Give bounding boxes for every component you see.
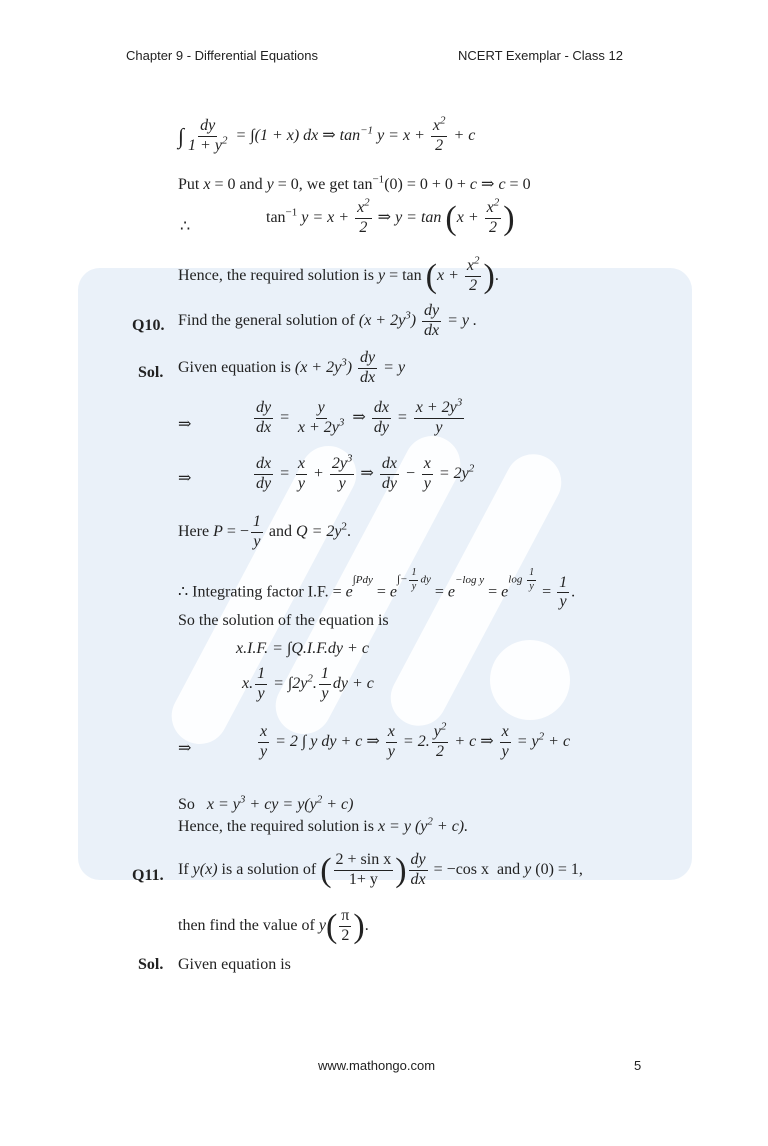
equation-tan-result: $\tan^{-1} y = x$ + $\frac{x^2}{2}$ ⇒ y = tan (x + $\frac{x^2}{2}$ ) bbox=[266, 196, 515, 237]
q11-question-continued: then find the value of y( $\frac{\pi}{2}$ ). bbox=[178, 907, 369, 945]
step-5-text: So the solution of the equation is bbox=[178, 612, 389, 629]
watermark-dot bbox=[490, 640, 570, 720]
step-2-equation: $\frac{dx}{dy}$ = $\frac{x}{y}$ + $\frac{2y^3}{y}$ ⇒ $\frac{dx}{dy}$ − $\frac{x}{y}$ = $2y^2$ bbox=[256, 452, 475, 492]
sol10-given: Given equation is $(x + 2y^3)$ $\frac{dy}{dx}$ = y bbox=[178, 349, 406, 386]
step-8-equation: $\frac{x}{y}$ = 2 ∫ y dy + c ⇒ $\frac{x}{y}$ = 2. $\frac{y^2}{2}$ + c ⇒ $\frac{x}{y}$ = $y^2 + c$ bbox=[260, 720, 571, 760]
q10-label: Q10. bbox=[132, 317, 165, 334]
sol11-label: Sol. bbox=[138, 956, 164, 973]
q10-final-solution: Hence, the required solution is x = y $(y^2 + c)$. bbox=[178, 815, 469, 835]
step-1-equation: $\frac{dy}{dx}$ = $\frac{y}{x + 2y^3}$ ⇒ $\frac{dx}{dy}$ = $\frac{x + 2y^3}{y}$ bbox=[256, 396, 463, 436]
step-arrow-8: ⇒ bbox=[178, 740, 192, 757]
step-arrow-2: ⇒ bbox=[178, 470, 192, 487]
footer-url: www.mathongo.com bbox=[318, 1058, 436, 1073]
header-left: Chapter 9 - Differential Equations bbox=[126, 48, 318, 63]
step-7-equation: x. $\frac{1}{y}$ = $\int 2y^2$. $\frac{1}{y}$ dy + c bbox=[242, 665, 374, 702]
step-9-so: So $x = y^3$ + cy = $y(y^2 + c)$ bbox=[178, 793, 354, 813]
therefore-symbol: ∴ bbox=[180, 218, 191, 235]
step-3-p-q: Here P = − $\frac{1}{y}$ and $Q = 2y^2$. bbox=[178, 513, 351, 550]
q11-question: If y(x) is a solution of ( $\frac{\text{2 + sin x}}{1+ y}$ ) $\frac{dy}{dx}$ = −cos x and y (0) = 1, bbox=[178, 851, 583, 889]
header-right: NCERT Exemplar - Class 12 bbox=[458, 48, 623, 63]
page-number: 5 bbox=[634, 1058, 642, 1073]
q10-question: Find the general solution of $(x + 2y^3)$ $\frac{dy}{dx}$ = y . bbox=[178, 302, 478, 339]
step-4-integrating-factor: ∴ Integrating factor I.F. = e∫Pdy = e∫− $\frac{1}{y}$ dy = e−log y = elog $\frac{1}{y}$ = $\frac{1}{y}$ . bbox=[178, 567, 576, 611]
sol10-label: Sol. bbox=[138, 364, 164, 381]
step-arrow-1: ⇒ bbox=[178, 416, 192, 433]
step-6-equation: x.I.F. = ∫Q.I.F.dy + c bbox=[236, 640, 369, 657]
q11-label: Q11. bbox=[132, 867, 164, 884]
sol11-given: Given equation is bbox=[178, 956, 291, 973]
q9-final-solution: Hence, the required solution is y = tan (x + $\frac{x^2}{2}$ ). bbox=[178, 254, 499, 295]
equation-integral-step: ∫ $\frac{dy}{1 + y^2}$ = ∫(1 + x) dx ⇒ $\tan^{-1} y = x$ + $\frac{x^2}{2}$ + c bbox=[178, 114, 476, 154]
initial-condition-line: Put x = 0 and y = 0, we get $\tan^{-1}(0) = 0 + 0 + c$ ⇒ c = 0 bbox=[178, 173, 531, 193]
